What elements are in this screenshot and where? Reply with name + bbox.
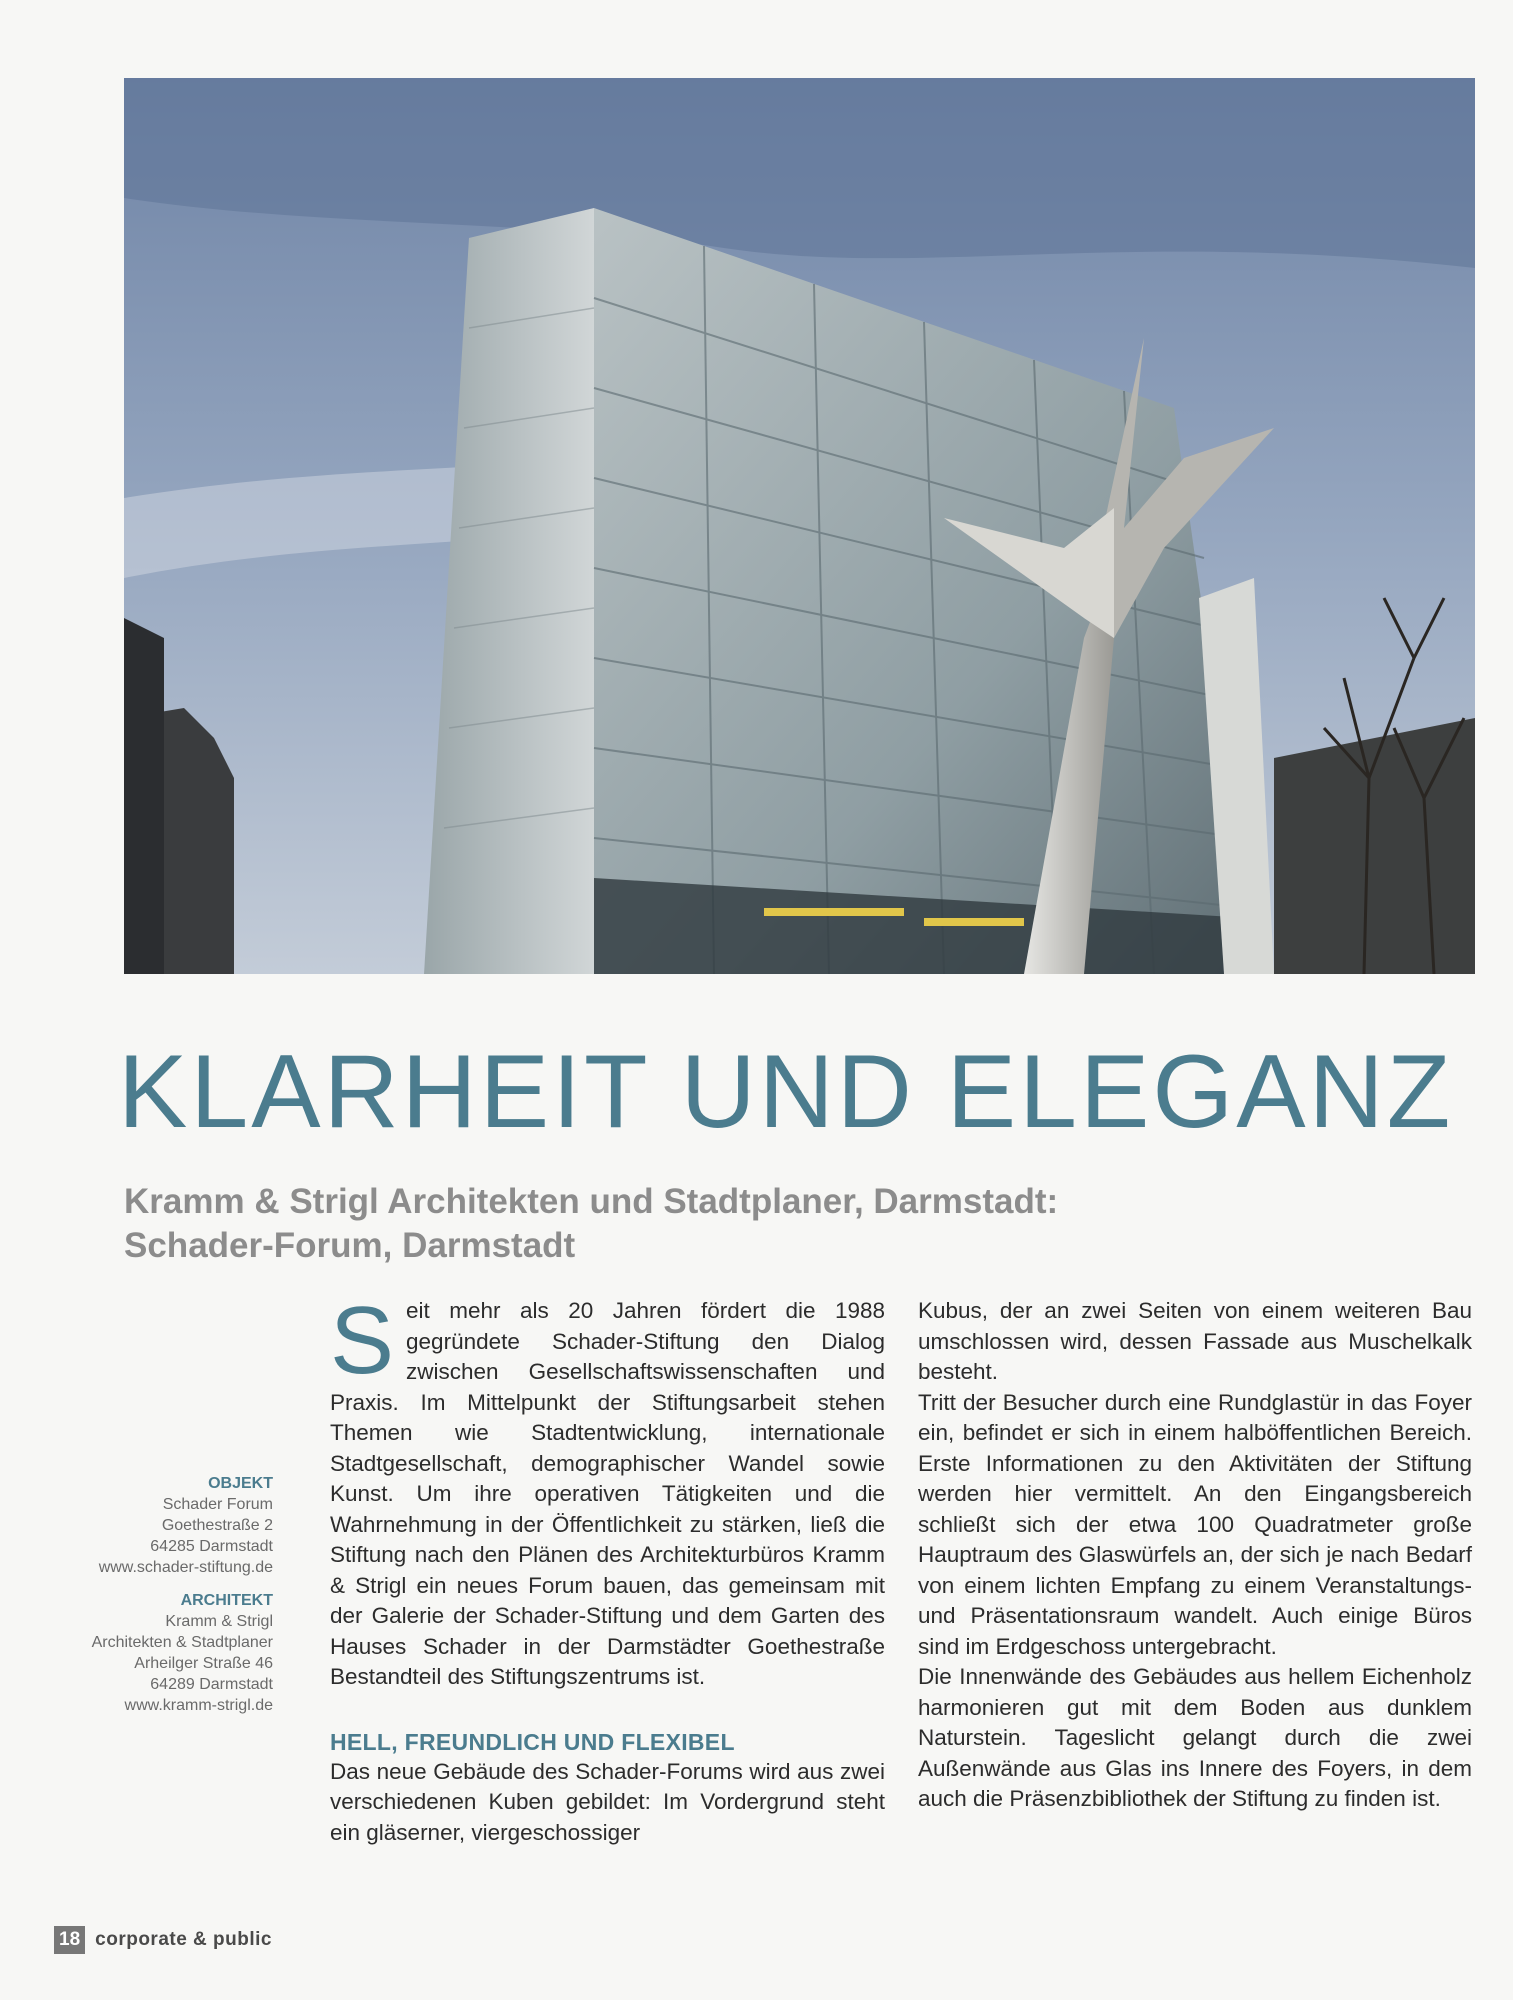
page-footer — [54, 1925, 272, 1955]
architekt-line: Architekten & Stadtplaner — [91, 1634, 273, 1651]
paragraph-5: Die Innenwände des Gebäudes aus hellem Eichenholz harmonieren gut mit dem Boden aus dunklem Naturstein. Tageslicht gelangt durch die zwei Außenwände aus Glas ins Innere des Foyers, in dem auch die Präsenzbibliothek der Stiftung zu finden ist. — [918, 1664, 1472, 1811]
article-subtitle — [124, 1180, 1324, 1268]
magazine-name: corporate & public — [95, 1929, 272, 1950]
architekt-line: 64289 Darmstadt — [150, 1676, 273, 1693]
architekt-line: Arheilger Straße 46 — [134, 1655, 273, 1672]
subtitle-line-1: Kramm & Strigl Architekten und Stadtplaner, Darmstadt: — [124, 1182, 1059, 1221]
article-column-2 — [918, 1296, 1472, 1815]
objekt-line: Schader Forum — [162, 1496, 273, 1513]
project-info-sidebar — [60, 1473, 273, 1716]
paragraph-4: Tritt der Besucher durch eine Rundglastür in das Foyer ein, befindet er sich in einem halböffentlichen Bereich. Erste Informationen zu den Aktivitäten der Stiftung werden hier vermittelt. An den Eingangsbereich schließt sich der etwa 100 Quadratmeter große Hauptraum des Glaswürfels an, der sich je nach Bedarf von einem lichten Empfang zu einem Veranstaltungs- und Präsentationsraum wandelt. Auch einige Büros sind im Erdgeschoss untergebracht. — [918, 1389, 1472, 1659]
article-title: KLARHEIT UND ELEGANZ — [118, 1034, 1454, 1150]
objekt-line: Goethestraße 2 — [161, 1517, 273, 1534]
building-photo — [124, 78, 1475, 974]
subtitle-line-2: Schader-Forum, Darmstadt — [124, 1226, 576, 1265]
objekt-website: www.schader-stiftung.de — [98, 1559, 273, 1576]
paragraph-3: Kubus, der an zwei Seiten von einem weiteren Bau umschlossen wird, dessen Fassade aus Muschelkalk besteht. — [918, 1298, 1472, 1384]
architekt-website: www.kramm-strigl.de — [124, 1697, 273, 1714]
building-photo-illustration — [124, 78, 1475, 974]
intro-paragraph: eit mehr als 20 Jahren fördert die 1988 gegründete Schader-Stiftung den Dialog zwischen Gesellschaftswissenschaften und Praxis. Im Mittelpunkt der Stiftungsarbeit stehen Themen wie Stadtentwicklung, internationale Stadtgesellschaft, demographischer Wandel sowie Kunst. Um ihre operativen Tätigkeiten und die Wahrnehmung in der Öffentlichkeit zu stärken, ließ die Stiftung nach den Plänen des Architekturbüros Kramm & Strigl ein neues Forum bauen, das gemeinsam mit der Galerie der Schader-Stiftung und dem Garten des Hauses Schader in der Darmstädter Goethestraße Bestandteil des Stiftungszentrums ist. — [330, 1298, 885, 1689]
page-number: 18 — [54, 1926, 85, 1954]
architekt-line: Kramm & Strigl — [165, 1613, 273, 1630]
objekt-line: 64285 Darmstadt — [150, 1538, 273, 1555]
drop-cap: S — [330, 1287, 395, 1394]
paragraph-2: Das neue Gebäude des Schader-Forums wird aus zwei verschiedenen Kuben gebildet: Im Vordergrund steht ein gläserner, viergeschossiger — [330, 1758, 885, 1845]
section-subheading: HELL, FREUNDLICH UND FLEXIBEL — [330, 1728, 735, 1755]
article-column-1 — [330, 1287, 885, 1848]
architekt-label: ARCHITEKT — [180, 1592, 273, 1609]
objekt-label: OBJEKT — [208, 1475, 273, 1492]
